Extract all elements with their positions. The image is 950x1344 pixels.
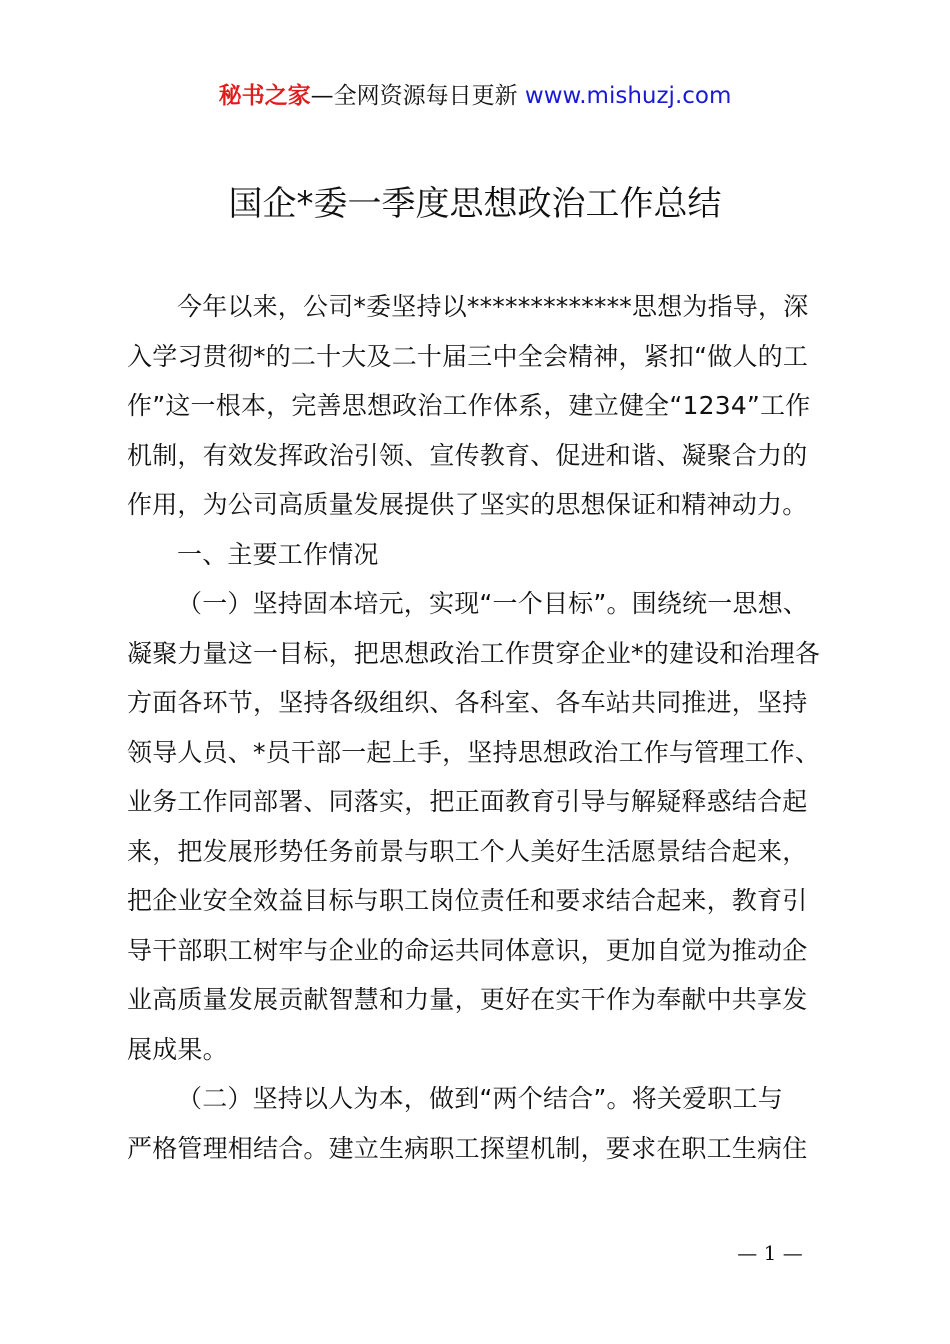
- paragraph-line: 业高质量发展贡献智慧和力量，更好在实干作为奉献中共享发: [127, 985, 808, 1014]
- paragraph-line: 导干部职工树牢与企业的命运共同体意识，更加自觉为推动企: [127, 935, 808, 965]
- paragraph-line: 入学习贯彻*的二十大及二十届三中全会精神，紧扣“做人的工: [127, 341, 809, 371]
- site-tagline: —全网资源每日更新: [310, 83, 525, 109]
- document-body: [127, 282, 833, 1173]
- paragraph-line: 严格管理相结合。建立生病职工探望机制，要求在职工生病住: [127, 1133, 808, 1163]
- paragraph-line: 来，把发展形势任务前景与职工个人美好生活愿景结合起来，: [127, 836, 808, 866]
- paragraph-line: 作”这一根本，完善思想政治工作体系，建立健全“1234”工作: [127, 391, 811, 420]
- site-brand: 秘书之家: [218, 83, 311, 109]
- site-header: [0, 80, 950, 112]
- paragraph-line: 把企业安全效益目标与职工岗位责任和要求结合起来，教育引: [127, 886, 808, 915]
- paragraph-line: 方面各环节，坚持各级组织、各科室、各车站共同推进，坚持: [127, 688, 808, 717]
- paragraph-line: （二）坚持以人为本，做到“两个结合”。将关爱职工与: [177, 1084, 783, 1113]
- site-url-link[interactable]: www.mishuzj.com: [524, 83, 732, 109]
- paragraph-line: 展成果。: [127, 1034, 228, 1064]
- paragraph-line: （一）坚持固本培元，实现“一个目标”。围绕统一思想、: [177, 589, 809, 618]
- paragraph-line: 业务工作同部署、同落实，把正面教育引导与解疑释惑结合起: [127, 787, 808, 816]
- paragraph-line: 领导人员、*员干部一起上手，坚持思想政治工作与管理工作、: [127, 737, 821, 767]
- paragraph-line: 作用，为公司高质量发展提供了坚实的思想保证和精神动力。: [127, 490, 808, 519]
- paragraph-line: 机制，有效发挥政治引领、宣传教育、促进和谐、凝聚合力的: [127, 440, 808, 470]
- document-title: 国企*委一季度思想政治工作总结: [228, 184, 722, 224]
- page-number: — 1 —: [737, 1241, 803, 1265]
- section-heading: 一、主要工作情况: [177, 539, 379, 569]
- paragraph-line: 凝聚力量这一目标，把思想政治工作贯穿企业*的建设和治理各: [127, 638, 821, 668]
- paragraph-line: 今年以来，公司*委坚持以*************思想为指导，深: [177, 292, 809, 321]
